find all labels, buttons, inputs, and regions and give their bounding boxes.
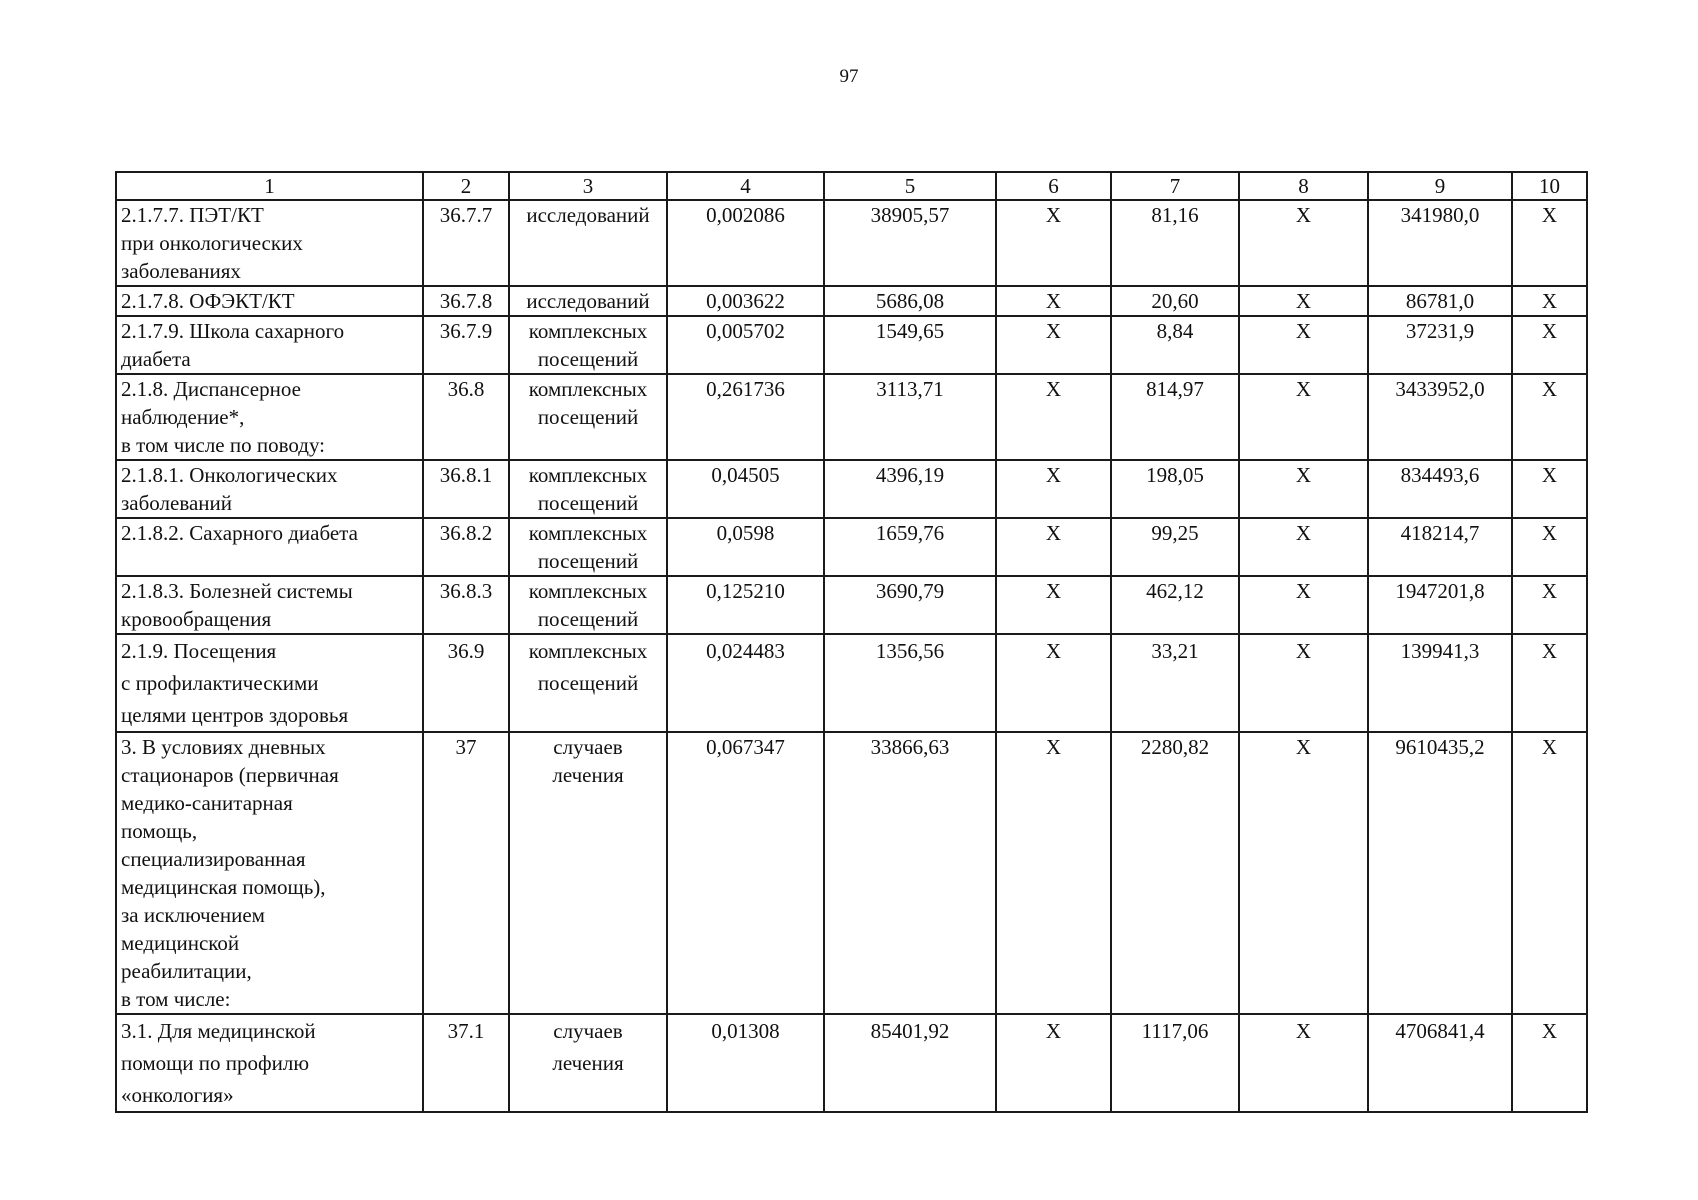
row-name: 3. В условиях дневных стационаров (первичная медико-санитарная помощь, специализированная медицинская помощь), за исключением медицинской реабилитации, в том числе: [116, 732, 423, 1014]
cell-col10: Х [1512, 460, 1587, 518]
cell-col10: Х [1512, 518, 1587, 576]
cell-col10: Х [1512, 732, 1587, 1014]
column-header: 3 [509, 172, 667, 200]
cell-col9: 341980,0 [1368, 200, 1512, 286]
cell-col6: Х [996, 518, 1111, 576]
cell-col5: 33866,63 [824, 732, 996, 1014]
cell-col9: 9610435,2 [1368, 732, 1512, 1014]
cell-col8: Х [1239, 316, 1368, 374]
row-code: 36.7.9 [423, 316, 509, 374]
table-row [116, 576, 1587, 634]
cell-col6: Х [996, 286, 1111, 316]
cell-col5: 3690,79 [824, 576, 996, 634]
cell-col6: Х [996, 1014, 1111, 1112]
cell-col8: Х [1239, 200, 1368, 286]
cell-col4: 0,261736 [667, 374, 824, 460]
cell-col9: 37231,9 [1368, 316, 1512, 374]
table-row [116, 316, 1587, 374]
cell-col10: Х [1512, 374, 1587, 460]
cell-col6: Х [996, 460, 1111, 518]
row-name: 2.1.8.2. Сахарного диабета [116, 518, 423, 576]
cell-col10: Х [1512, 316, 1587, 374]
cell-col9: 418214,7 [1368, 518, 1512, 576]
row-unit: исследований [509, 286, 667, 316]
column-header: 8 [1239, 172, 1368, 200]
cell-col8: Х [1239, 576, 1368, 634]
cell-col6: Х [996, 576, 1111, 634]
cell-col5: 3113,71 [824, 374, 996, 460]
table-row [116, 200, 1587, 286]
table-row [116, 634, 1587, 732]
row-unit: случаев лечения [509, 732, 667, 1014]
cell-col8: Х [1239, 286, 1368, 316]
column-header: 2 [423, 172, 509, 200]
row-unit: комплексных посещений [509, 316, 667, 374]
row-unit: комплексных посещений [509, 576, 667, 634]
cell-col5: 4396,19 [824, 460, 996, 518]
data-table [115, 171, 1588, 1113]
row-code: 36.8.3 [423, 576, 509, 634]
row-name: 2.1.9. Посещения с профилактическими целями центров здоровья [116, 634, 423, 732]
table-row [116, 286, 1587, 316]
row-code: 36.8 [423, 374, 509, 460]
page-number: 97 [839, 66, 859, 87]
cell-col4: 0,024483 [667, 634, 824, 732]
cell-col4: 0,003622 [667, 286, 824, 316]
row-name: 2.1.7.7. ПЭТ/КТ при онкологических заболеваниях [116, 200, 423, 286]
row-unit: комплексных посещений [509, 460, 667, 518]
cell-col9: 1947201,8 [1368, 576, 1512, 634]
table-row [116, 460, 1587, 518]
column-header: 1 [116, 172, 423, 200]
cell-col4: 0,0598 [667, 518, 824, 576]
cell-col4: 0,01308 [667, 1014, 824, 1112]
row-code: 37.1 [423, 1014, 509, 1112]
cell-col9: 834493,6 [1368, 460, 1512, 518]
cell-col5: 1356,56 [824, 634, 996, 732]
cell-col7: 99,25 [1111, 518, 1239, 576]
cell-col4: 0,002086 [667, 200, 824, 286]
column-header: 9 [1368, 172, 1512, 200]
cell-col5: 1549,65 [824, 316, 996, 374]
cell-col10: Х [1512, 576, 1587, 634]
row-code: 36.7.8 [423, 286, 509, 316]
row-code: 36.7.7 [423, 200, 509, 286]
cell-col4: 0,067347 [667, 732, 824, 1014]
cell-col6: Х [996, 316, 1111, 374]
column-header: 4 [667, 172, 824, 200]
cell-col7: 814,97 [1111, 374, 1239, 460]
cell-col8: Х [1239, 732, 1368, 1014]
row-name: 2.1.7.8. ОФЭКТ/КТ [116, 286, 423, 316]
row-code: 36.8.2 [423, 518, 509, 576]
row-unit: комплексных посещений [509, 518, 667, 576]
header-row [116, 172, 1587, 200]
row-unit: комплексных посещений [509, 634, 667, 732]
cell-col7: 1117,06 [1111, 1014, 1239, 1112]
row-unit: исследований [509, 200, 667, 286]
cell-col5: 38905,57 [824, 200, 996, 286]
table-row [116, 1014, 1587, 1112]
cell-col8: Х [1239, 634, 1368, 732]
table-row [116, 732, 1587, 1014]
cell-col8: Х [1239, 518, 1368, 576]
row-name: 2.1.8. Диспансерное наблюдение*, в том числе по поводу: [116, 374, 423, 460]
column-header: 6 [996, 172, 1111, 200]
cell-col7: 462,12 [1111, 576, 1239, 634]
column-header: 10 [1512, 172, 1587, 200]
cell-col4: 0,04505 [667, 460, 824, 518]
row-name: 2.1.7.9. Школа сахарного диабета [116, 316, 423, 374]
cell-col7: 8,84 [1111, 316, 1239, 374]
cell-col10: Х [1512, 200, 1587, 286]
cell-col5: 5686,08 [824, 286, 996, 316]
row-name: 2.1.8.3. Болезней системы кровообращения [116, 576, 423, 634]
cell-col4: 0,125210 [667, 576, 824, 634]
cell-col6: Х [996, 634, 1111, 732]
row-unit: случаев лечения [509, 1014, 667, 1112]
row-unit: комплексных посещений [509, 374, 667, 460]
cell-col7: 20,60 [1111, 286, 1239, 316]
cell-col9: 4706841,4 [1368, 1014, 1512, 1112]
cell-col8: Х [1239, 460, 1368, 518]
cell-col9: 139941,3 [1368, 634, 1512, 732]
cell-col4: 0,005702 [667, 316, 824, 374]
cell-col6: Х [996, 374, 1111, 460]
cell-col9: 3433952,0 [1368, 374, 1512, 460]
cell-col6: Х [996, 200, 1111, 286]
cell-col8: Х [1239, 374, 1368, 460]
cell-col8: Х [1239, 1014, 1368, 1112]
cell-col6: Х [996, 732, 1111, 1014]
cell-col7: 33,21 [1111, 634, 1239, 732]
cell-col7: 2280,82 [1111, 732, 1239, 1014]
row-code: 36.9 [423, 634, 509, 732]
row-code: 36.8.1 [423, 460, 509, 518]
row-name: 2.1.8.1. Онкологических заболеваний [116, 460, 423, 518]
column-header: 7 [1111, 172, 1239, 200]
cell-col10: Х [1512, 1014, 1587, 1112]
row-name: 3.1. Для медицинской помощи по профилю «онкология» [116, 1014, 423, 1112]
cell-col5: 85401,92 [824, 1014, 996, 1112]
cell-col5: 1659,76 [824, 518, 996, 576]
cell-col7: 198,05 [1111, 460, 1239, 518]
cell-col9: 86781,0 [1368, 286, 1512, 316]
column-header: 5 [824, 172, 996, 200]
row-code: 37 [423, 732, 509, 1014]
cell-col10: Х [1512, 286, 1587, 316]
cell-col10: Х [1512, 634, 1587, 732]
table-row [116, 374, 1587, 460]
table-row [116, 518, 1587, 576]
cell-col7: 81,16 [1111, 200, 1239, 286]
